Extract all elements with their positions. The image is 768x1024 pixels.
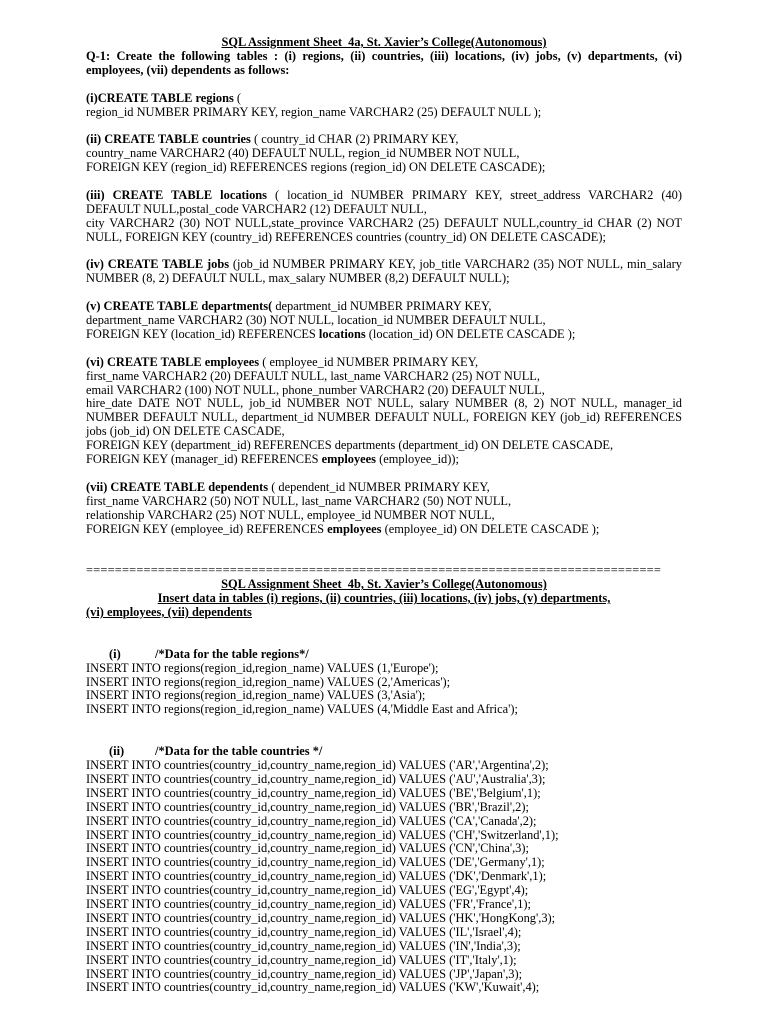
dependents-line-2: first_name VARCHAR2 (50) NOT NULL, last_name VARCHAR2 (50) NOT NULL,	[86, 493, 512, 508]
countries-insert-statement: INSERT INTO countries(country_id,country_name,region_id) VALUES ('CH','Switzerland',1);	[86, 828, 559, 842]
dependents-line-1: ( dependent_id NUMBER PRIMARY KEY,	[268, 479, 490, 494]
countries-insert-statement: INSERT INTO countries(country_id,country_name,region_id) VALUES ('DK','Denmark',1);	[86, 870, 547, 884]
question-1: Q-1: Create the following tables : (i) regions, (ii) countries, (iii) locations, (iv) jobs, (v) departments, (vi) employees, (vii) dependents as follows:	[86, 48, 682, 77]
countries-insert-statement: INSERT INTO countries(country_id,country_name,region_id) VALUES ('CA','Canada',2);	[86, 814, 537, 828]
countries-insert-statement: INSERT INTO countries(country_id,country_name,region_id) VALUES ('IT','Italy',1);	[86, 953, 517, 967]
dependents-line-4c: (employee_id) ON DELETE CASCADE );	[381, 521, 600, 536]
regions-insert-list	[86, 662, 682, 718]
dependents-line-4b: employees	[327, 521, 382, 536]
departments-table-def	[86, 300, 682, 342]
regions-data-heading	[86, 648, 682, 662]
employees-table-def	[86, 356, 682, 467]
employees-line-6b: employees	[321, 452, 377, 467]
departments-head: (v) CREATE TABLE departments(	[86, 299, 273, 314]
countries-insert-statement: INSERT INTO countries(country_id,country_name,region_id) VALUES ('IL','Israel',4);	[86, 925, 522, 939]
jobs-line-1: (job_id NUMBER PRIMARY KEY, job_title VARCHAR2 (35) NOT NULL, min_salary NUMBER (8, 2) DEFAULT NULL, max_salary NUMBER (8,2) DEFAULT NULL);	[86, 257, 682, 286]
departments-line-3a: FOREIGN KEY (location_id) REFERENCES	[86, 326, 319, 341]
sheet-4a-title: SQL Assignment Sheet_4a, St. Xavier’s College(Autonomous)	[221, 35, 547, 49]
locations-line-2: city VARCHAR2 (30) NOT NULL,state_province VARCHAR2 (25) DEFAULT NULL,country_id CHAR (2) NOT NULL, FOREIGN KEY (country_id) REFERENCES countries (country_id) ON DELETE CASCADE);	[86, 215, 682, 244]
countries-data-comment: /*Data for the table countries */	[155, 744, 323, 759]
dependents-table-def	[86, 481, 682, 537]
countries-insert-statement: INSERT INTO countries(country_id,country_name,region_id) VALUES ('IN','India',3);	[86, 939, 521, 953]
sheet-4b-subtitle-2: (vi) employees, (vii) dependents	[86, 605, 252, 620]
regions-insert-statement: INSERT INTO regions(region_id,region_name) VALUES (3,'Asia');	[86, 689, 426, 703]
departments-line-1: department_id NUMBER PRIMARY KEY,	[272, 299, 492, 314]
regions-head: (i)CREATE TABLE regions	[86, 90, 234, 105]
locations-head: (iii) CREATE TABLE locations	[86, 187, 267, 202]
jobs-table-def	[86, 258, 682, 286]
countries-insert-statement: INSERT INTO countries(country_id,country_name,region_id) VALUES ('DE','Germany',1);	[86, 856, 545, 870]
employees-line-3: email VARCHAR2 (100) NOT NULL, phone_number VARCHAR2 (20) DEFAULT NULL,	[86, 382, 545, 397]
regions-table-def	[86, 92, 682, 120]
dependents-line-3: relationship VARCHAR2 (25) NOT NULL, employee_id NUMBER NOT NULL,	[86, 507, 495, 522]
countries-insert-list	[86, 759, 682, 995]
regions-data-number: (i)	[109, 646, 121, 661]
sheet-4b-title: SQL Assignment Sheet_4b, St. Xavier’s College(Autonomous)	[221, 577, 547, 592]
regions-body: region_id NUMBER PRIMARY KEY, region_name VARCHAR2 (25) DEFAULT NULL );	[86, 104, 542, 119]
countries-insert-statement: INSERT INTO countries(country_id,country_name,region_id) VALUES ('HK','HongKong',3);	[86, 911, 556, 925]
departments-line-3b: locations	[318, 326, 366, 341]
employees-head: (vi) CREATE TABLE employees	[86, 354, 260, 369]
employees-line-1: ( employee_id NUMBER PRIMARY KEY,	[259, 354, 479, 369]
countries-head: (ii) CREATE TABLE countries	[86, 132, 251, 147]
countries-insert-statement: INSERT INTO countries(country_id,country_name,region_id) VALUES ('AU','Australia',3);	[86, 772, 546, 786]
countries-insert-statement: INSERT INTO countries(country_id,country_name,region_id) VALUES ('BR','Brazil',2);	[86, 800, 529, 814]
countries-data-number: (ii)	[109, 744, 125, 759]
countries-insert-statement: INSERT INTO countries(country_id,country_name,region_id) VALUES ('KW','Kuwait',4);	[86, 981, 540, 995]
countries-insert-statement: INSERT INTO countries(country_id,country_name,region_id) VALUES ('JP','Japan',3);	[86, 967, 523, 981]
regions-insert-statement: INSERT INTO regions(region_id,region_name) VALUES (2,'Americas');	[86, 675, 451, 689]
countries-line-1: ( country_id CHAR (2) PRIMARY KEY,	[250, 132, 459, 147]
dependents-line-4a: FOREIGN KEY (employee_id) REFERENCES	[86, 521, 328, 536]
countries-insert-statement: INSERT INTO countries(country_id,country_name,region_id) VALUES ('BE','Belgium',1);	[86, 786, 541, 800]
countries-insert-statement: INSERT INTO countries(country_id,country_name,region_id) VALUES ('EG','Egypt',4);	[86, 884, 529, 898]
regions-insert-statement: INSERT INTO regions(region_id,region_name) VALUES (4,'Middle East and Africa');	[86, 703, 518, 717]
employees-line-4: hire_date DATE NOT NULL, job_id NUMBER NOT NULL, salary NUMBER (8, 2) NOT NULL, manager_id NUMBER DEFAULT NULL, department_id NUMBER DEFAULT NULL, FOREIGN KEY (job_id) REFERENCES jobs (job_id) ON DELETE CASCADE,	[86, 396, 682, 439]
employees-line-6c: (employee_id));	[376, 452, 459, 467]
countries-line-2: country_name VARCHAR2 (40) DEFAULT NULL, region_id NUMBER NOT NULL,	[86, 146, 520, 161]
document-page	[86, 36, 682, 995]
countries-data-heading	[86, 745, 682, 759]
section-separator: ================================================================================	[86, 564, 662, 578]
jobs-head: (iv) CREATE TABLE jobs	[86, 257, 230, 272]
countries-insert-statement: INSERT INTO countries(country_id,country_name,region_id) VALUES ('AR','Argentina',2);	[86, 758, 549, 772]
departments-line-2: department_name VARCHAR2 (30) NOT NULL, location_id NUMBER DEFAULT NULL,	[86, 313, 546, 328]
countries-insert-statement: INSERT INTO countries(country_id,country_name,region_id) VALUES ('CN','China',3);	[86, 842, 529, 856]
regions-tail: (	[233, 90, 242, 105]
regions-insert-statement: INSERT INTO regions(region_id,region_name) VALUES (1,'Europe');	[86, 661, 439, 675]
countries-line-3: FOREIGN KEY (region_id) REFERENCES regions (region_id) ON DELETE CASCADE);	[86, 160, 546, 175]
dependents-head: (vii) CREATE TABLE dependents	[86, 479, 269, 494]
sheet-4b-subtitle-1: Insert data in tables (i) regions, (ii) countries, (iii) locations, (iv) jobs, (v) departments,	[157, 591, 611, 606]
employees-line-5: FOREIGN KEY (department_id) REFERENCES departments (department_id) ON DELETE CASCADE,	[86, 438, 614, 453]
regions-data-comment: /*Data for the table regions*/	[155, 646, 309, 661]
departments-line-3c: (location_id) ON DELETE CASCADE );	[365, 326, 576, 341]
locations-table-def	[86, 189, 682, 245]
employees-line-2: first_name VARCHAR2 (20) DEFAULT NULL, last_name VARCHAR2 (25) NOT NULL,	[86, 368, 540, 383]
employees-line-6a: FOREIGN KEY (manager_id) REFERENCES	[86, 452, 322, 467]
countries-table-def	[86, 133, 682, 175]
countries-insert-statement: INSERT INTO countries(country_id,country_name,region_id) VALUES ('FR','France',1);	[86, 898, 532, 912]
locations-line-1: ( location_id NUMBER PRIMARY KEY, street_address VARCHAR2 (40) DEFAULT NULL,postal_code VARCHAR2 (12) DEFAULT NULL,	[86, 187, 683, 216]
